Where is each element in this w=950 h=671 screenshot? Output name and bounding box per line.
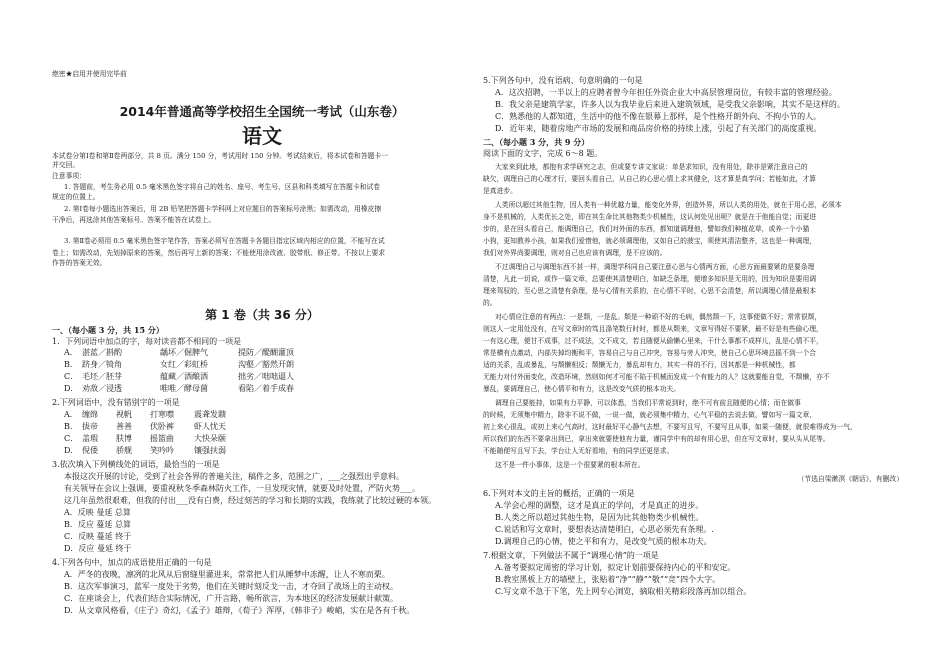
article-line: 不过调理自己与调理东西不甚一样，调理学科同自己要注意心思与心情两方面，心思方面最要紧的是要条理 — [495, 263, 815, 271]
article-line: 小狗，更知教养小孩，如果我们爱惜他，就必须调理他，又如自己的菠宝，须使其清洁整齐，这也是一种调理， — [483, 237, 817, 245]
q5-option-c: C．熟悉他的人都知道，生活中的他不像在银幕上那样，是个性格开朗外向、不拘小节的人。 — [495, 112, 822, 121]
q4-stem: 4.下列各句中，加点的成语使用正确的一句是 — [52, 558, 212, 567]
article-line: 则这人一定用处没有，在写文章时的笃且涤笔数行时时，都是从颓来，文章写得好不要紧，最不好是有些偷心理， — [483, 325, 823, 333]
exam-title: 2014年普通高等学校招生全国统一考试（山东卷） — [119, 104, 405, 119]
q6-option-b: B.人类之所以超过其他生物，是因为比其他物类少机械性。 — [495, 513, 704, 522]
confidential-note: 绝密★启用并使用完毕前 — [52, 70, 127, 78]
article-line: 是真进步。 — [483, 187, 517, 195]
q3-passage-line: 本报这次开展的讨论，受到了社会各界的普遍关注，稿件之多，范围之广，___之强烈出乎意料。 — [64, 472, 404, 481]
q6-option-a: A.学会心理的调整，这才是真正的学问，才是真正的进步。 — [495, 501, 704, 510]
intro-line: 干净后，再选涂其他答案标号。答案不能答在试卷上。 — [52, 216, 216, 224]
q1-option-a: A． 湛蓝／斟酌 龋坏／倔脾气 提防／醍醐灌顶 — [64, 348, 294, 357]
intro-line: 1. 答题前，考生务必用 0.5 毫米黑色签字将自己的姓名、座号、考生号、区县和科类填写在答题卡和试卷 — [64, 183, 381, 191]
article-line: 这不是一件小事体，这是一个很要紧的根本所在。 — [495, 461, 645, 469]
notice-heading: 注意事项： — [52, 172, 86, 180]
intro-line: 规定的位置上。 — [52, 193, 100, 201]
q2-option-a: A． 缠绵 视帆 打寒噤 震聋发聩 — [64, 410, 226, 419]
q2-stem: 2.下列词语中，没有错别字的一项是 — [52, 398, 180, 407]
q1-option-b: B． 跻身／犄角 女红／彩虹桥 沟壑／豁然开朗 — [64, 360, 294, 369]
article-line: 的。 — [483, 299, 497, 307]
q1-option-c: C． 毛坯／胚芽 蕴藏／酒酿酒 拙劣／咄咄逼人 — [64, 372, 294, 381]
q7-option-c: C.写文章不急于下笔，先上网专心浏览，摘取相关精彩段落再加以组合。 — [495, 587, 752, 596]
q3-option-d: D．反应 曼延 终于 — [64, 544, 132, 553]
article-source: （节选自梁漱溟《朝话》，有删改） — [797, 475, 903, 483]
article-line: 无能力对付外面变化，改造环境，然则如何才可能不陷于机械而发成一个有能力的人？这就要能自觉，不颓懒，亦不 — [483, 373, 830, 381]
q4-option-a: A．严冬的夜晚，凛冽的北风从后窗缝里灌进来，常常把人们从睡梦中冻醒，让人不寒而栗。 — [64, 570, 390, 579]
article-line: 的时候，无须集中精力，除非不说不做，一说一做，就必须集中精力，心气平稳的去说去做，譬如写一篇文章， — [483, 411, 817, 419]
q5-option-b: B．我父亲是建筑学家，许多人以为我毕业后来进入建筑领域，是受我父亲影响，其实不是这样的。 — [495, 100, 845, 109]
article-line: 我们对外界尚要调理，则对自己也应该有调理，是不应该的。 — [483, 249, 667, 257]
q6-stem: 6.下列对本文的主旨的概括，正确的一项是 — [483, 489, 635, 498]
article-line: 不能随便写且写下去，学台让人无好看地，有的同学还更是求。 — [483, 447, 674, 455]
part1-title: 第 1 卷（共 36 分） — [205, 308, 319, 322]
subject-title: 语文 — [242, 124, 282, 148]
q7-option-b: B.教室黑板上方的墙壁上，张贴着“净”“静”“敬”“竞”四个大字。 — [495, 575, 721, 584]
article-line: 所以我们的东西不要拿出到已，拿出来就要使他有力量，谨同学中有的却有用心思，但在写文章时，要从头从尾等。 — [483, 435, 830, 443]
q3-option-c: C．反映 蔓延 终于 — [64, 532, 132, 541]
intro-line: 卷上；如需改动，先划掉原来的答案，然后再写上新的答案；不能使用涂改液、胶带纸、修正带。不按以上要求 — [52, 249, 386, 257]
q1-option-d: D． 劝敌／浸透 唯唯／酵母菌 看陷／着手成春 — [64, 384, 294, 393]
article-line: 常是横有点激动，内部失掉均衡和平，容易自己与自己冲突，容易与旁人冲突，使自己心思环境总摇不到一个合 — [483, 349, 817, 357]
q1-stem: 1．下列词语中加点的字，每对读音都不相同的一项是 — [52, 337, 242, 346]
q2-option-d: D． 倪倭 骄舰 笑吟吟 镶强扶弱 — [64, 446, 226, 455]
intro-line: 3. 第Ⅱ卷必须用 0.5 毫米黑色签字笔作答，答案必须写在答题卡各题目指定区域内相应的位置，不能写在试 — [64, 237, 385, 245]
article-line: 缺欠，调理自己的心理才行，要回头看自己，从自己的心思心情上求其健全，这才算是真学问；若能如此，才算 — [483, 175, 817, 183]
q3-option-b: B．反应 蔓延 总算 — [64, 520, 131, 529]
q5-option-a: A．这次招聘，一半以上的应聘者曾今年担任外资企业大中高层管理岗位，有较丰富的管理经验。 — [495, 88, 837, 97]
q3-passage-line: 有关领导在会议上强调，要重视秋冬季森林防火工作，一旦发现灾情，就要及时处置，严防火势___。 — [64, 484, 420, 493]
article-line: 清楚，凡此一切说，或作一篇文章，总要使其清楚明白，如缺乏条理，便增多知识是无用的，因为知识是要用调 — [483, 275, 817, 283]
reading-intro: 阅读下面的文字，完成 6～8 题。 — [483, 149, 603, 158]
q4-option-c: C．在座谈会上，代表们结合实际情况，广开言路，畅所欲言，为本地区的经济发展献计献策。 — [64, 594, 399, 603]
section2-heading: 二、（每小题 3 分，共 9 分） — [483, 137, 590, 147]
q3-option-a: A．反映 曼延 总算 — [64, 508, 131, 517]
q6-option-c: C.说话和写文章时，要想表达清楚明白，心思必须先有条理。. — [495, 525, 714, 534]
q4-option-b: B．这次军事演习，蓝军一度处于劣势，他们在关键时刻反戈一击，才夺回了战场上的主动权。 — [64, 582, 398, 591]
article-line: 人类所以超过其他生物，因人类有一种优越力量，能变化外界，创造外界，所以人类的用处，就在于用心思，必须本 — [495, 201, 842, 209]
intro-line: 作答的答案无效。 — [52, 259, 107, 267]
article-line: 初上来心很乱，或初上来心气高时，这时最好平心静气去想，不要写且写，不要写且从事，如果一随便，就很难得成为一气， — [483, 423, 857, 431]
article-line: 暴乱，要调理自己，使心情平和有力，这是改变气质的根本功夫。 — [483, 385, 681, 393]
article-line: 一有这心理，便甘不成事，过不成法，文不成文，若且随便从偷懒心里来，干什么事都不成样儿，乱是心情不平， — [483, 337, 823, 345]
article-line: 身不是机械的，人类优长之处，即在其生命比其他物类少机械性，这认何处见出呢？就是在于他能自觉；而更进 — [483, 213, 817, 221]
q3-stem: 3.依次填入下列横线处的词语，最恰当的一项是 — [52, 460, 220, 469]
q2-option-b: B． 拔帝 善善 伏卧裤 虾人忧天 — [64, 422, 226, 431]
q5-stem: 5.下列各句中，没有语病、句意明确的一句是 — [483, 76, 643, 85]
article-line: 理来驾驭的，至心思之清楚有条理，是与心情有关系的，在心情不平时，心思不会清楚，所以调理心情是最根本 — [483, 287, 817, 295]
article-line: 步的，是在回头看自己，能调理自己，我们对外面的东西，都知道调理他，譬如我们种植花草，或养一个小猫 — [483, 225, 810, 233]
q4-option-d: D．从文章风格看，《庄子》奇幻，《孟子》雄辩，《荀子》浑厚，《韩非子》峻峭，实在是各有千秋。 — [64, 606, 415, 615]
article-line: 对心情应注意的有两点：一是颓，一是乱。颓是一种顽不好的毛病，偶然颓一下，这事便做不好；常常很颓， — [495, 313, 822, 321]
q2-option-c: C． 盖瑕 肤博 摇篮曲 大快朵颐 — [64, 434, 226, 443]
q7-option-a: A.备考要拟定周密的学习计划，拟定计划前要保持内心的平和安定。 — [495, 563, 736, 572]
intro-line: 本试卷分第Ⅰ卷和第Ⅱ卷两部分，共 8 页。满分 150 分，考试用时 150 分钟。考试结束后，将本试卷和答题卡一 — [52, 152, 389, 160]
q5-option-d: D．近年来，随着房地产市场的发展和商品房价格的持续上涨，引起了有关部门的高度重视。 — [495, 124, 822, 133]
article-line: 调理自己要能持，如果有力平静，可以体悉，当我们平常说到时，绝不可有前且随便的心情；而在做事 — [495, 399, 801, 407]
q6-option-d: D.调理自己的心情，使之平和有力，是改变气质的根本功夫。 — [495, 537, 712, 546]
q7-stem: 7.根据文章，下列做法不属于“调理心情”的一项是 — [483, 551, 659, 560]
article-line: 大家来到此地，都抱有求学研究之志，但或要专讲文家说：单是求知识，没有用处，除非是紧注意自己的 — [495, 163, 808, 171]
article-line: 适的关系，乱或暴乱，与颓懒相反；颓懒无力，暴乱却有力，其实一样的不行，因其都是一种机械性，都 — [483, 361, 796, 369]
intro-line: 并交回。 — [52, 161, 80, 169]
q3-passage-line: 这几年虽然很艰难，但我的付出___没有白费，经过刻苦的学习和长期的实践，我练就了比较过硬的本领。 — [64, 496, 436, 505]
intro-line: 2. 第Ⅰ卷每小题选出答案后，用 2B 铅笔把答题卡学科网上对应题目的答案标号涂黑；如需改动，用橡皮擦 — [64, 205, 382, 213]
section1-heading: 一、（每小题 3 分，共 15 分） — [52, 325, 164, 335]
